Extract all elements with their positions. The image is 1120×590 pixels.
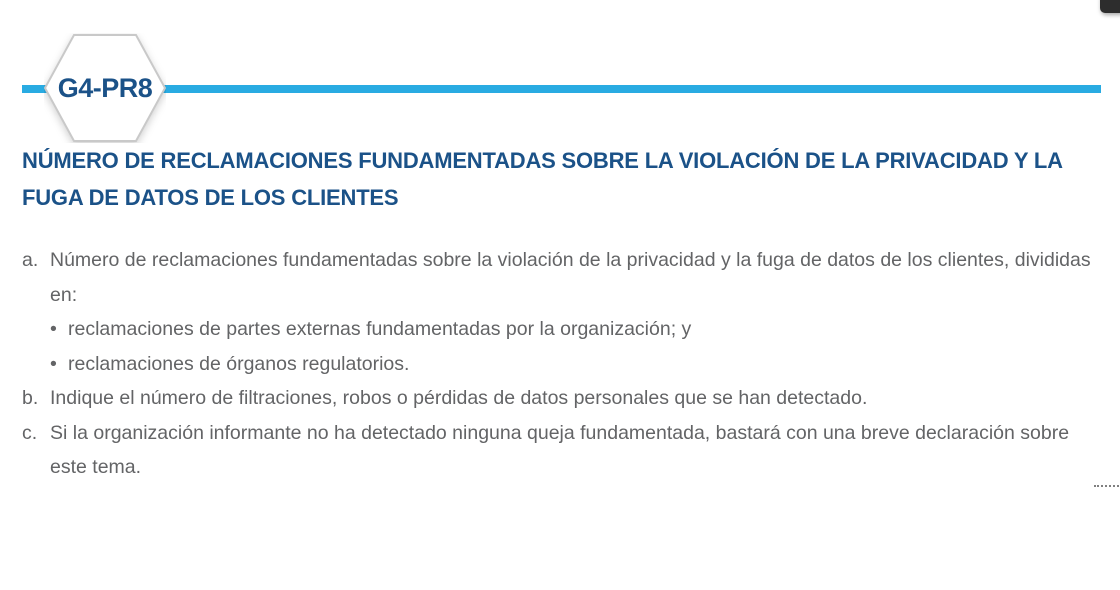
- corner-overlay-button[interactable]: [1100, 0, 1120, 13]
- list-item-body: [50, 381, 1102, 416]
- list-item-c: [22, 416, 1102, 485]
- bullet-icon: •: [50, 318, 57, 340]
- bullet-text: reclamaciones de partes externas fundamentadas por la organización; y: [68, 318, 692, 340]
- indicator-badge: [44, 33, 166, 143]
- list-marker: a.: [22, 249, 39, 271]
- list-marker: b.: [22, 387, 39, 409]
- requirements-list: [22, 243, 1102, 485]
- indicator-code: G4-PR8: [57, 72, 153, 103]
- header-rule: [22, 85, 1101, 93]
- bullet-icon: •: [50, 352, 57, 375]
- page-title: NÚMERO DE RECLAMACIONES FUNDAMENTADAS SOBRE LA VIOLACIÓN DE LA PRIVACIDAD Y LA FUGA DE DATOS DE LOS CLIENTES: [22, 148, 1063, 210]
- bullet-item: [50, 347, 1102, 382]
- list-item-text: Si la organización informante no ha detectado ninguna queja fundamentada, bastará con una breve declaración sobre este tema.: [50, 421, 1070, 478]
- bullet-text: reclamaciones de órganos regulatorios.: [68, 352, 410, 375]
- list-item-text: Indique el número de filtraciones, robos o pérdidas de datos personales que se han detectado.: [50, 387, 868, 409]
- list-item-a: [22, 243, 1102, 381]
- list-item-text: Número de reclamaciones fundamentadas sobre la violación de la privacidad y la fuga de datos de los clientes, divididas en:: [50, 249, 1091, 306]
- dotted-rule-fragment: [1094, 485, 1120, 487]
- list-item-body: [50, 416, 1102, 485]
- list-marker: c.: [22, 421, 38, 444]
- bullet-item: [50, 312, 1102, 347]
- list-item-body: [50, 243, 1102, 381]
- list-item-b: [22, 381, 1102, 416]
